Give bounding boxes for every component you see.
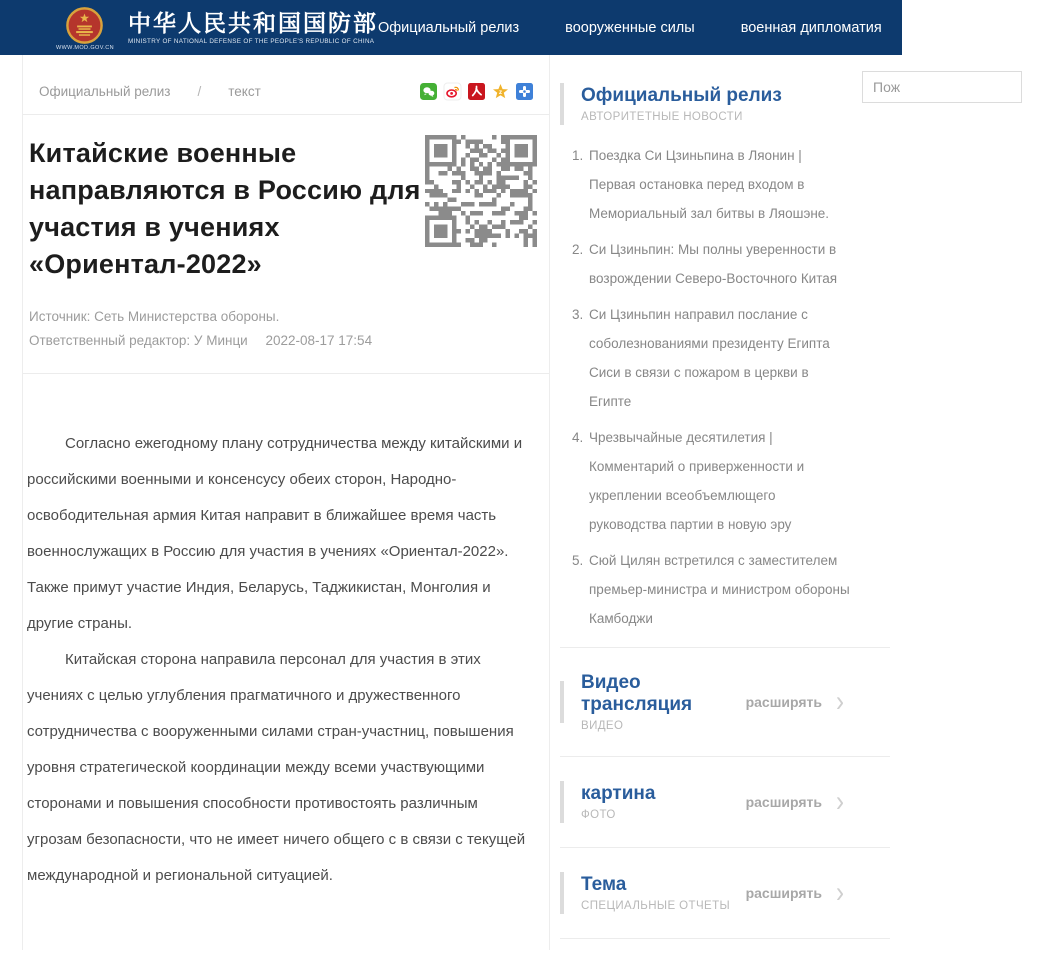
wechat-icon[interactable] <box>420 83 437 100</box>
expand-label: расширять <box>745 794 822 810</box>
breadcrumb <box>23 79 549 114</box>
site-logo[interactable] <box>56 5 114 51</box>
article-datetime: 2022-08-17 17:54 <box>265 333 373 348</box>
news-list-item[interactable] <box>572 141 902 228</box>
item-text: Си Цзиньпин направил послание с соболезнованиями президенту Египта Сиси в связи с пожаром в церкви в Египте <box>589 307 830 409</box>
section-title-topic[interactable]: Тема <box>581 874 627 895</box>
sidebar-news-title[interactable]: Официальный релиз <box>581 85 782 106</box>
qr-code <box>423 135 539 247</box>
divider <box>560 938 890 939</box>
people-icon[interactable] <box>468 83 485 100</box>
sidebar-section-photo <box>560 757 902 847</box>
news-list-item[interactable] <box>572 423 902 539</box>
share-more-icon[interactable] <box>516 83 533 100</box>
news-list-item[interactable] <box>572 235 902 293</box>
item-text: Си Цзиньпин: Мы полны уверенности в возрождении Северо-Восточного Китая <box>589 242 838 286</box>
sidebar-news-subtitle: АВТОРИТЕТНЫЕ НОВОСТИ <box>581 111 743 123</box>
expand-label: расширять <box>745 885 822 901</box>
article-paragraph: Китайская сторона направила персонал для участия в этих учениях с целью углубления прагматичного и дружественного сотрудничества с вооруженными силами стран-участниц, повышения уровня стратегической координации между всеми участвующими сторонами и повышения способности противостоять различным угрозам безопасности, что не имеет ничего общего с в связи с текущей международной и региональной ситуацией. <box>27 651 526 884</box>
news-list <box>560 141 902 633</box>
accent-bar <box>560 781 564 823</box>
item-number: 4. <box>572 430 584 445</box>
article-editor: Ответственный редактор: У Минци <box>29 333 248 348</box>
site-subtitle: MINISTRY OF NATIONAL DEFENSE OF THE PEOPLE'S REPUBLIC OF CHINA <box>127 38 375 45</box>
breadcrumb-current: текст <box>228 84 261 99</box>
sidebar-section-topic <box>560 848 902 938</box>
qzone-star-icon[interactable] <box>492 83 509 100</box>
accent-bar <box>560 681 564 723</box>
sidebar-section-video <box>560 648 902 756</box>
article-source: Источник: Сеть Министерства обороны. <box>29 309 280 324</box>
article-editor-line <box>29 329 543 353</box>
section-title-video[interactable]: Видео трансляция <box>581 672 693 715</box>
article-meta <box>23 283 549 353</box>
sidebar-news-header <box>560 83 902 125</box>
sidebar <box>550 55 902 950</box>
national-emblem-icon <box>66 7 103 44</box>
page-body <box>0 55 902 950</box>
article-body <box>23 374 549 894</box>
section-subtitle-video: ВИДЕО <box>581 720 624 732</box>
nav-military-diplomacy[interactable]: военная дипломатия <box>740 19 882 36</box>
news-list-item[interactable] <box>572 300 902 416</box>
main-nav <box>378 20 1056 36</box>
chevron-right-icon: › <box>836 784 844 819</box>
article-header <box>23 115 549 283</box>
article-paragraph: Согласно ежегодному плану сотрудничества между китайскими и российскими военными и консенсусу обеих сторон, Народно-освободительная армия Китая направит в ближайшее время часть военнослужащих в Россию для участия в учениях «Ориентал-2022». Также примут участие Индия, Беларусь, Таджикистан, Монголия и другие страны. <box>27 435 523 632</box>
search-input[interactable] <box>862 71 1022 103</box>
section-title-photo[interactable]: картина <box>581 783 656 804</box>
item-number: 2. <box>572 242 584 257</box>
breadcrumb-section[interactable]: Официальный релиз <box>39 84 171 99</box>
item-text: Поездка Си Цзиньпина в Ляонин | Первая остановка перед входом в Мемориальный зал битвы в Ляошэне. <box>589 148 830 221</box>
weibo-icon[interactable] <box>444 83 461 100</box>
section-subtitle-photo: ФОТО <box>581 809 616 821</box>
article-column <box>22 55 550 950</box>
breadcrumb-separator-icon: / <box>197 84 202 99</box>
expand-button-video[interactable] <box>745 684 844 719</box>
share-icons <box>420 83 533 100</box>
site-title-block <box>128 10 378 45</box>
chevron-right-icon: › <box>836 875 844 910</box>
accent-bar <box>560 872 564 914</box>
item-number: 5. <box>572 553 584 568</box>
nav-armed-forces[interactable]: вооруженные силы <box>565 19 695 36</box>
site-title: 中华人民共和国国防部 <box>127 10 378 36</box>
news-list-item[interactable] <box>572 546 902 633</box>
expand-button-topic[interactable] <box>745 875 844 910</box>
item-text: Чрезвычайные десятилетия | Комментарий о приверженности и укреплении всеобъемлющего руководства партии в новую эру <box>589 430 805 532</box>
nav-defense-service[interactable]: служба обороны <box>927 19 1040 36</box>
item-text: Сюй Цилян встретился с заместителем премьер-министра и министром обороны Камбоджи <box>589 553 850 626</box>
item-number: 1. <box>572 148 584 163</box>
expand-button-photo[interactable] <box>745 784 844 819</box>
accent-bar <box>560 83 564 125</box>
article-title: Китайские военные направляются в Россию для участия в учениях «Ориентал-2022» <box>29 138 421 279</box>
expand-label: расширять <box>745 694 822 710</box>
site-header <box>0 0 1040 55</box>
svg-text:z: z <box>498 89 503 96</box>
section-subtitle-topic: СПЕЦИАЛЬНЫЕ ОТЧЕТЫ <box>581 900 731 912</box>
item-number: 3. <box>572 307 584 322</box>
nav-official-release[interactable]: Официальный релиз <box>377 19 520 36</box>
site-url: WWW.MOD.GOV.CN <box>56 44 114 51</box>
chevron-right-icon: › <box>836 684 844 719</box>
